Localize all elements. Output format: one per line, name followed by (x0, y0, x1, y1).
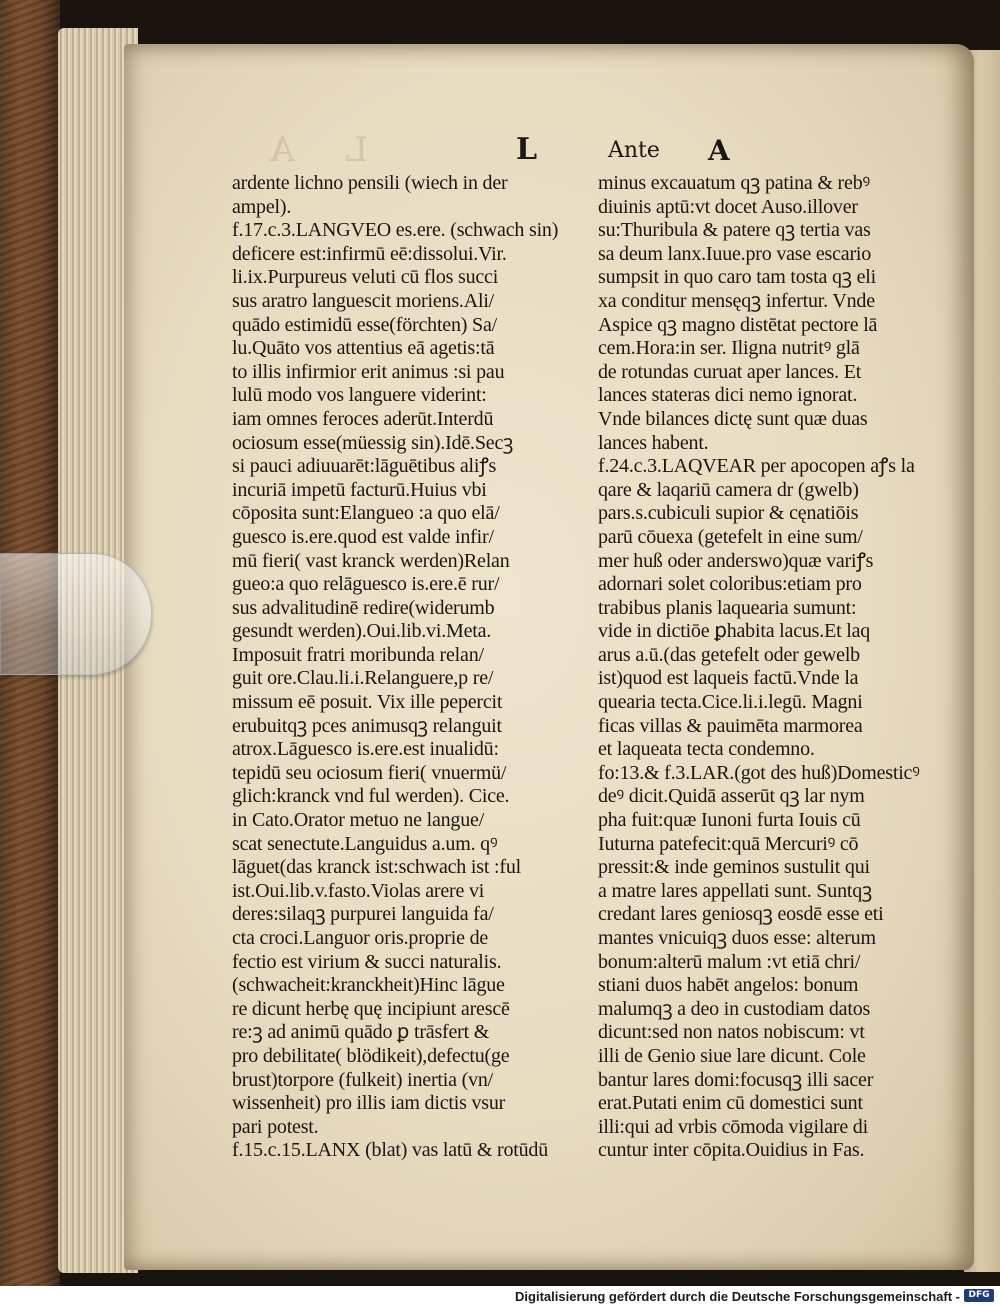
text-line: f.17.c.3.LANGVEO es.ere. (schwach sin) (232, 219, 559, 242)
text-line: pari potest. (232, 1115, 319, 1138)
text-line: deficere est:infirmū eē:dissolui.Vir. (232, 242, 507, 265)
text-line: Iuturna patefecit:quā Mercuriꝰ cō (598, 832, 859, 855)
text-line: adornari solet coloribus:etiam pro (598, 573, 862, 596)
digitization-footer (0, 1286, 1000, 1306)
text-line: Imposuit fratri moribunda relan/ (232, 643, 484, 666)
text-line: pha fuit:quæ Iunoni furta Iouis cū (598, 809, 861, 832)
right-text-column (598, 172, 960, 1163)
text-line: ardente lichno pensili (wiech in der (232, 172, 508, 194)
text-line: parū cōuexa (getefelt in eine sum/ (598, 525, 863, 548)
text-line: erubuitqꝫ pces animusqꝫ relanguit (232, 714, 502, 737)
text-line: fectio est virium & succi naturalis. (232, 950, 502, 973)
text-line: guesco is.ere.quod est valde infir/ (232, 525, 494, 548)
text-line: ociosum esse(müessig sin).Idē.Secꝫ (232, 431, 514, 454)
text-line: Vnde bilances dictę sunt quæ duas (598, 407, 868, 430)
text-line: si pauci adiuuarēt:lāguētibus aliꝭs (232, 455, 497, 478)
footer-credit: Digitalisierung gefördert durch die Deutsche Forschungsgemeinschaft - (515, 1289, 960, 1304)
text-line: ficas villas & pauimēta marmorea (598, 714, 863, 737)
text-line: f.24.c.3.LAQVEAR per apocopen aꝭs la (598, 455, 915, 478)
text-line: tepidū seu ociosum fieri( vnuermü/ (232, 761, 507, 784)
header-left-letter: L (516, 132, 538, 167)
text-line: mū fieri( vast kranck werden)Relan (232, 549, 510, 572)
text-line: glich:kranck vnd ful werden). Cice. (232, 785, 510, 808)
text-line: gueo:a quo relāguesco is.ere.ē rur/ (232, 573, 500, 596)
text-line: lāguet(das kranck ist:schwach ist :ful (232, 856, 521, 879)
text-line: missum eē posuit. Vix ille pepercit (232, 691, 503, 714)
text-line: pars.s.cubiculi supior & cęnatiōis (598, 502, 859, 525)
text-line: bonum:alterū malum :vt etiā chri/ (598, 950, 861, 973)
text-line: cuntur inter cōpita.Ouidius in Fas. (598, 1139, 865, 1162)
text-line: xa conditur mensęqꝫ infertur. Vnde (598, 289, 875, 312)
text-line: diuinis aptū:vt docet Auso.illover (598, 195, 858, 218)
text-line: cem.Hora:in ser. Iligna nutritꝰ glā (598, 337, 860, 360)
text-line: de rotundas curuat aper lances. Et (598, 360, 862, 383)
text-line: illi de Genio siue lare dicunt. Cole (598, 1044, 866, 1067)
text-line: gesundt werden).Oui.lib.vi.Meta. (232, 620, 492, 643)
text-line: stiani duos habēt angelos: bonum (598, 974, 859, 997)
text-line: mer huß oder anderswo)quæ variꝭs (598, 549, 874, 572)
text-line: cta croci.Languor oris.proprie de (232, 927, 489, 949)
text-line: arus a.ū.(das getefelt oder gewelb (598, 643, 860, 666)
text-line: bantur lares domi:focusqꝫ illi sacer (598, 1068, 874, 1091)
text-line: pressit:& inde geminos sustulit qui (598, 856, 870, 879)
text-line: Aspice qꝫ magno distētat pectore lā (598, 313, 878, 336)
text-line: credant lares geniosqꝫ eosdē esse eti (598, 903, 884, 926)
text-line: qare & laqariū camera dr (gwelb) (598, 478, 859, 501)
text-line: in Cato.Orator metuo ne langue/ (232, 809, 485, 832)
text-line: to illis infirmior erit animus :si pau (232, 360, 505, 383)
left-text-column (232, 172, 602, 1163)
text-line: quearia tecta.Cice.li.i.legū. Magni (598, 691, 863, 714)
text-line: dicunt:sed non natos nobiscum: vt (598, 1021, 865, 1044)
text-line: sus advalitudinē redire(widerumb (232, 596, 495, 619)
text-line: brust)torpore (fulkeit) inertia (vn/ (232, 1068, 494, 1091)
text-line: li.ix.Purpureus veluti cū flos succi (232, 266, 499, 289)
running-header (510, 132, 750, 168)
text-line: a matre lares appellati sunt. Suntqꝫ (598, 879, 873, 902)
text-line: malumqꝫ a deo in custodiam datos (598, 997, 871, 1020)
text-line: lulū modo vos languere viderint: (232, 384, 487, 407)
text-line: quādo estimidū esse(förchten) Sa/ (232, 313, 497, 336)
text-line: f.15.c.15.LANX (blat) vas latū & rotūdū (232, 1139, 549, 1162)
text-line: guit ore.Clau.li.i.Relanguere,p re/ (232, 667, 494, 690)
text-line: sumpsit in quo caro tam tosta qꝫ eli (598, 266, 876, 289)
text-line: ist.Oui.lib.v.fasto.Violas arere vi (232, 879, 485, 902)
text-line: minus excauatum qꝫ patina & rebꝰ (598, 172, 870, 194)
text-line: su:Thuribula & patere qꝫ tertia vas (598, 219, 871, 242)
text-line: re dicunt herbę quę incipiunt arescē (232, 997, 510, 1020)
text-line: scat senectute.Languidus a.um. qꝰ (232, 832, 498, 855)
text-line: incuriā impetū facturū.Huius vbi (232, 478, 487, 501)
text-line: deꝰ dicit.Quidā asserūt qꝫ lar nym (598, 785, 865, 808)
text-line: lu.Quāto vos attentius eā agetis:tā (232, 337, 495, 360)
text-line: lances habent. (598, 431, 709, 454)
text-line: fo:13.& f.3.LAR.(got des huß)Domesticꝰ (598, 761, 920, 784)
text-line: deres:silaqꝫ purpurei languida fa/ (232, 903, 494, 926)
page-holder-clip (0, 553, 152, 675)
text-line: sa deum lanx.Iuue.pro vase escario (598, 242, 872, 265)
text-line: mantes vnicuiqꝫ duos esse: alterum (598, 927, 876, 949)
header-word: Ante (608, 138, 660, 163)
text-line: vide in dictiōe ꝑhabita lacus.Et laq (598, 620, 871, 643)
text-line: atrox.Lāguesco is.ere.est inualidū: (232, 738, 499, 761)
text-line: wissenheit) pro illis iam dictis vsur (232, 1092, 506, 1115)
header-right-letter: A (708, 134, 730, 167)
text-line: sus aratro languescit moriens.Ali/ (232, 289, 495, 312)
dfg-logo: DFG (964, 1289, 994, 1302)
text-line: ampel). (232, 195, 292, 218)
text-line: pro debilitate( blödikeit),defectu(ge (232, 1044, 510, 1067)
text-line: erat.Putati enim cū domestici sunt (598, 1092, 863, 1115)
text-line: cōposita sunt:Elangueo :a quo elā/ (232, 502, 500, 525)
text-line: lances stateras dici nemo ignorat. (598, 384, 858, 407)
text-line: re:ꝫ ad animū quādo ꝑ trāsfert & (232, 1021, 490, 1044)
show-through-text: L A (250, 130, 368, 170)
text-line: ist)quod est laqueis factū.Vnde la (598, 667, 859, 690)
text-line: iam omnes feroces aderūt.Interdū (232, 407, 494, 430)
text-line: trabibus planis laquearia sumunt: (598, 596, 857, 619)
text-line: et laqueata tecta condemno. (598, 738, 815, 761)
text-line: illi:qui ad vrbis cōmoda vigilare di (598, 1115, 868, 1138)
text-line: (schwacheit:kranckheit)Hinc lāgue (232, 974, 505, 997)
